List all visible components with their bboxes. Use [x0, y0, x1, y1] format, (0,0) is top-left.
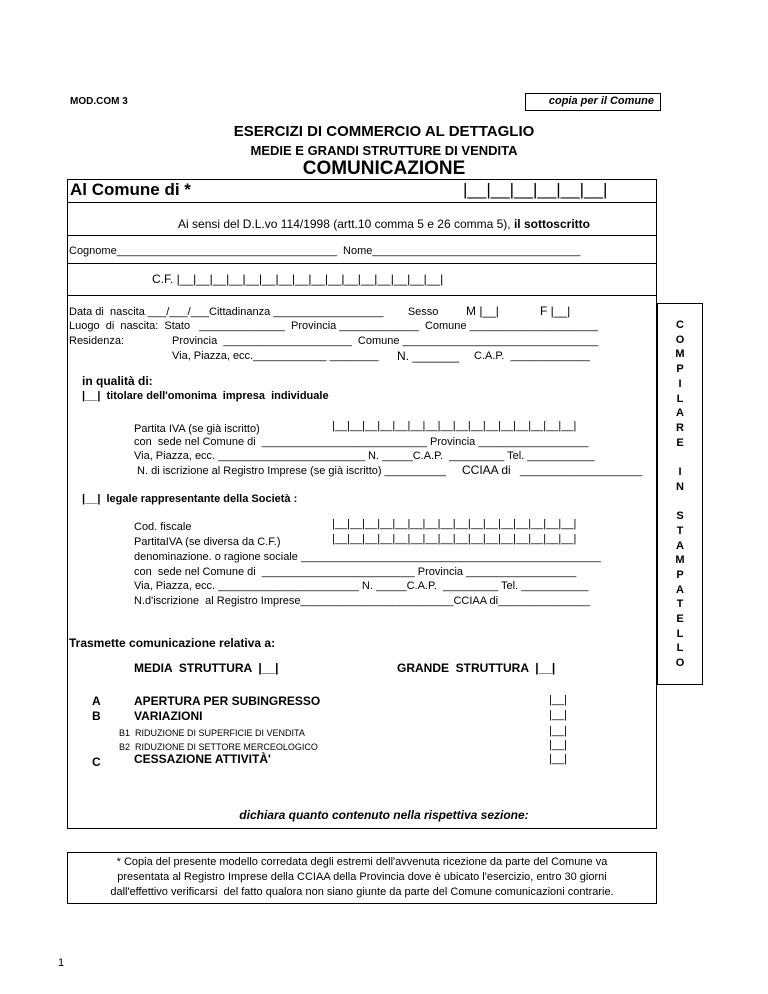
via-number[interactable]: N. _______	[397, 349, 460, 363]
side-label-letter: O	[675, 657, 685, 670]
cod-fiscale-boxes[interactable]: |__|__|__|__|__|__|__|__|__|__|__|__|__|__|__|__|	[332, 518, 577, 530]
dichiara-text: dichiara quanto contenuto nella rispettiva sezione:	[239, 808, 529, 822]
individual-option[interactable]: |__| titolare dell'omonima impresa individuale	[82, 390, 329, 402]
intro-main: Ai sensi del D.L.vo 114/1998 (artt.10 comma 5 e 26 comma 5),	[178, 217, 514, 231]
option-b-label: VARIAZIONI	[134, 709, 203, 723]
side-label-letter: L	[676, 392, 684, 405]
side-label-letter: T	[676, 524, 684, 537]
checkbox-b[interactable]: |__|	[549, 709, 567, 721]
qualita-heading: in qualità di:	[82, 374, 153, 388]
side-label-box	[657, 303, 703, 685]
form-code: MOD.COM 3	[70, 96, 128, 107]
legal-rep-option[interactable]: |__| legale rappresentante della Società :	[82, 493, 298, 505]
footnote-line-1: * Copia del presente modello corredata degli estremi dell'avvenuta ricezione da parte del Comune va	[116, 856, 608, 868]
option-letter-b: B	[92, 709, 101, 723]
copy-label-box	[525, 93, 661, 111]
option-a-label: APERTURA PER SUBINGRESSO	[134, 694, 321, 708]
intro-bold: il sottoscritto	[513, 217, 590, 231]
page-number: 1	[58, 957, 65, 969]
title-line-3: COMUNICAZIONE	[302, 158, 466, 179]
via-row[interactable]: Via, Piazza, ecc.____________ ________	[172, 350, 379, 362]
partita-iva-boxes[interactable]: |__|__|__|__|__|__|__|__|__|__|__|__|__|__|__|__|	[332, 533, 577, 545]
option-c-label: CESSAZIONE ATTIVITÀ'	[134, 752, 271, 766]
side-label-letter: A	[676, 539, 684, 552]
side-label-letter: A	[676, 407, 684, 420]
checkbox-b2[interactable]: |__|	[549, 739, 567, 751]
sede-row[interactable]: con sede nel Comune di ___________________________ Provincia __________________	[134, 436, 589, 448]
piva-label: Partita IVA (se già iscritto)	[134, 423, 260, 435]
option-b2-label: B2 RIDUZIONE DI SETTORE MERCEOLOGICO	[119, 742, 318, 752]
cciaa-label: CCIAA di	[462, 463, 511, 477]
side-label-letter: A	[676, 583, 684, 596]
comune-code-boxes[interactable]: |__|__|__|__|__|__|	[463, 180, 608, 199]
comune-label: Al Comune di *	[70, 180, 191, 199]
side-label-letter: L	[676, 642, 684, 655]
side-label-letter: I	[678, 466, 682, 479]
side-label-letter: E	[676, 436, 684, 449]
checkbox-b1[interactable]: |__|	[549, 725, 567, 737]
sesso-f[interactable]: F |__|	[540, 304, 571, 318]
side-label-letter: R	[676, 421, 684, 434]
divider	[67, 202, 656, 203]
sesso-m[interactable]: M |__|	[466, 304, 499, 318]
side-label-letter: I	[678, 377, 682, 390]
partita-iva-label: PartitaIVA (se diversa da C.F.)	[134, 536, 281, 548]
cognome-nome-row[interactable]: Cognome____________________________________ Nome__________________________________	[69, 245, 581, 257]
side-label-letter: S	[676, 510, 684, 523]
residenza-row[interactable]: Provincia _____________________ Comune ________________________________	[172, 335, 599, 347]
birth-row[interactable]: Data di nascita ___/___/___Cittadinanza __________________ Sesso	[69, 306, 439, 318]
footnote-line-2: presentata al Registro Imprese della CCIAA della Provincia dove è ubicato l'esercizio, entro 30 giorni	[117, 871, 607, 883]
divider	[67, 235, 656, 236]
title-line-1: ESERCIZI DI COMMERCIO AL DETTAGLIO	[233, 123, 535, 140]
side-label-letter: P	[676, 363, 684, 376]
denominazione-row[interactable]: denominazione. o ragione sociale _________________________________________________	[134, 551, 601, 563]
side-label-letter: M	[675, 554, 685, 567]
divider	[67, 263, 656, 264]
copy-label: copia per il Comune	[548, 95, 654, 107]
side-label-letter: T	[676, 598, 684, 611]
media-struttura-option[interactable]: MEDIA STRUTTURA |__|	[134, 661, 279, 675]
cod-fiscale-label: Cod. fiscale	[134, 521, 192, 533]
title-line-2: MEDIE E GRANDI STRUTTURE DI VENDITA	[250, 143, 518, 158]
footnote-line-3: dall'effettivo verificarsi del fatto qualora non siano giunte da parte del Comune comunicazioni contrarie.	[110, 886, 614, 898]
piva-boxes[interactable]: |__|__|__|__|__|__|__|__|__|__|__|__|__|__|__|__|	[332, 420, 577, 432]
side-label-letter: E	[676, 613, 684, 626]
via-row-individual[interactable]: Via, Piazza, ecc. ________________________ N. _____C.A.P. _________ Tel. ___________	[134, 450, 595, 462]
via-row-societa[interactable]: Via, Piazza, ecc. _______________________ N. _____C.A.P. _________ Tel. ___________	[134, 580, 589, 592]
side-label-letter: N	[676, 480, 684, 493]
cf-row[interactable]: C.F. |__|__|__|__|__|__|__|__|__|__|__|__|__|__|__|__|	[152, 272, 444, 286]
checkbox-c[interactable]: |__|	[549, 753, 567, 765]
cciaa-field[interactable]: ____________________	[520, 465, 643, 477]
birthplace-row[interactable]: Luogo di nascita: Stato ______________ Provincia _____________ Comune _____________________	[69, 320, 599, 332]
residenza-label: Residenza:	[69, 335, 125, 347]
iscrizione-row-societa[interactable]: N.d'iscrizione al Registro Imprese_________________________CCIAA di_______________	[134, 595, 590, 607]
side-label-letter: O	[675, 333, 685, 346]
option-letter-a: A	[92, 694, 101, 708]
sede-row-societa[interactable]: con sede nel Comune di _________________________ Provincia __________________	[134, 566, 577, 578]
side-label-letter	[658, 450, 702, 465]
intro-text	[0, 217, 768, 231]
side-label-letter: L	[676, 627, 684, 640]
side-label-letters	[658, 318, 702, 671]
iscrizione-row[interactable]: N. di iscrizione al Registro Imprese (se già iscritto) __________	[134, 465, 446, 477]
trasmette-heading: Trasmette comunicazione relativa a:	[69, 636, 276, 650]
side-label-letter: C	[676, 319, 684, 331]
grande-struttura-option[interactable]: GRANDE STRUTTURA |__|	[397, 661, 556, 675]
footnote-box	[67, 852, 657, 904]
checkbox-a[interactable]: |__|	[549, 694, 567, 706]
option-b1-label: B1 RIDUZIONE DI SUPERFICIE DI VENDITA	[119, 728, 305, 738]
option-letter-c: C	[92, 755, 101, 769]
divider	[67, 295, 656, 296]
side-label-letter	[658, 494, 702, 509]
via-cap[interactable]: C.A.P. _____________	[474, 350, 591, 362]
side-label-letter: M	[675, 348, 685, 361]
side-label-letter: P	[676, 568, 684, 581]
